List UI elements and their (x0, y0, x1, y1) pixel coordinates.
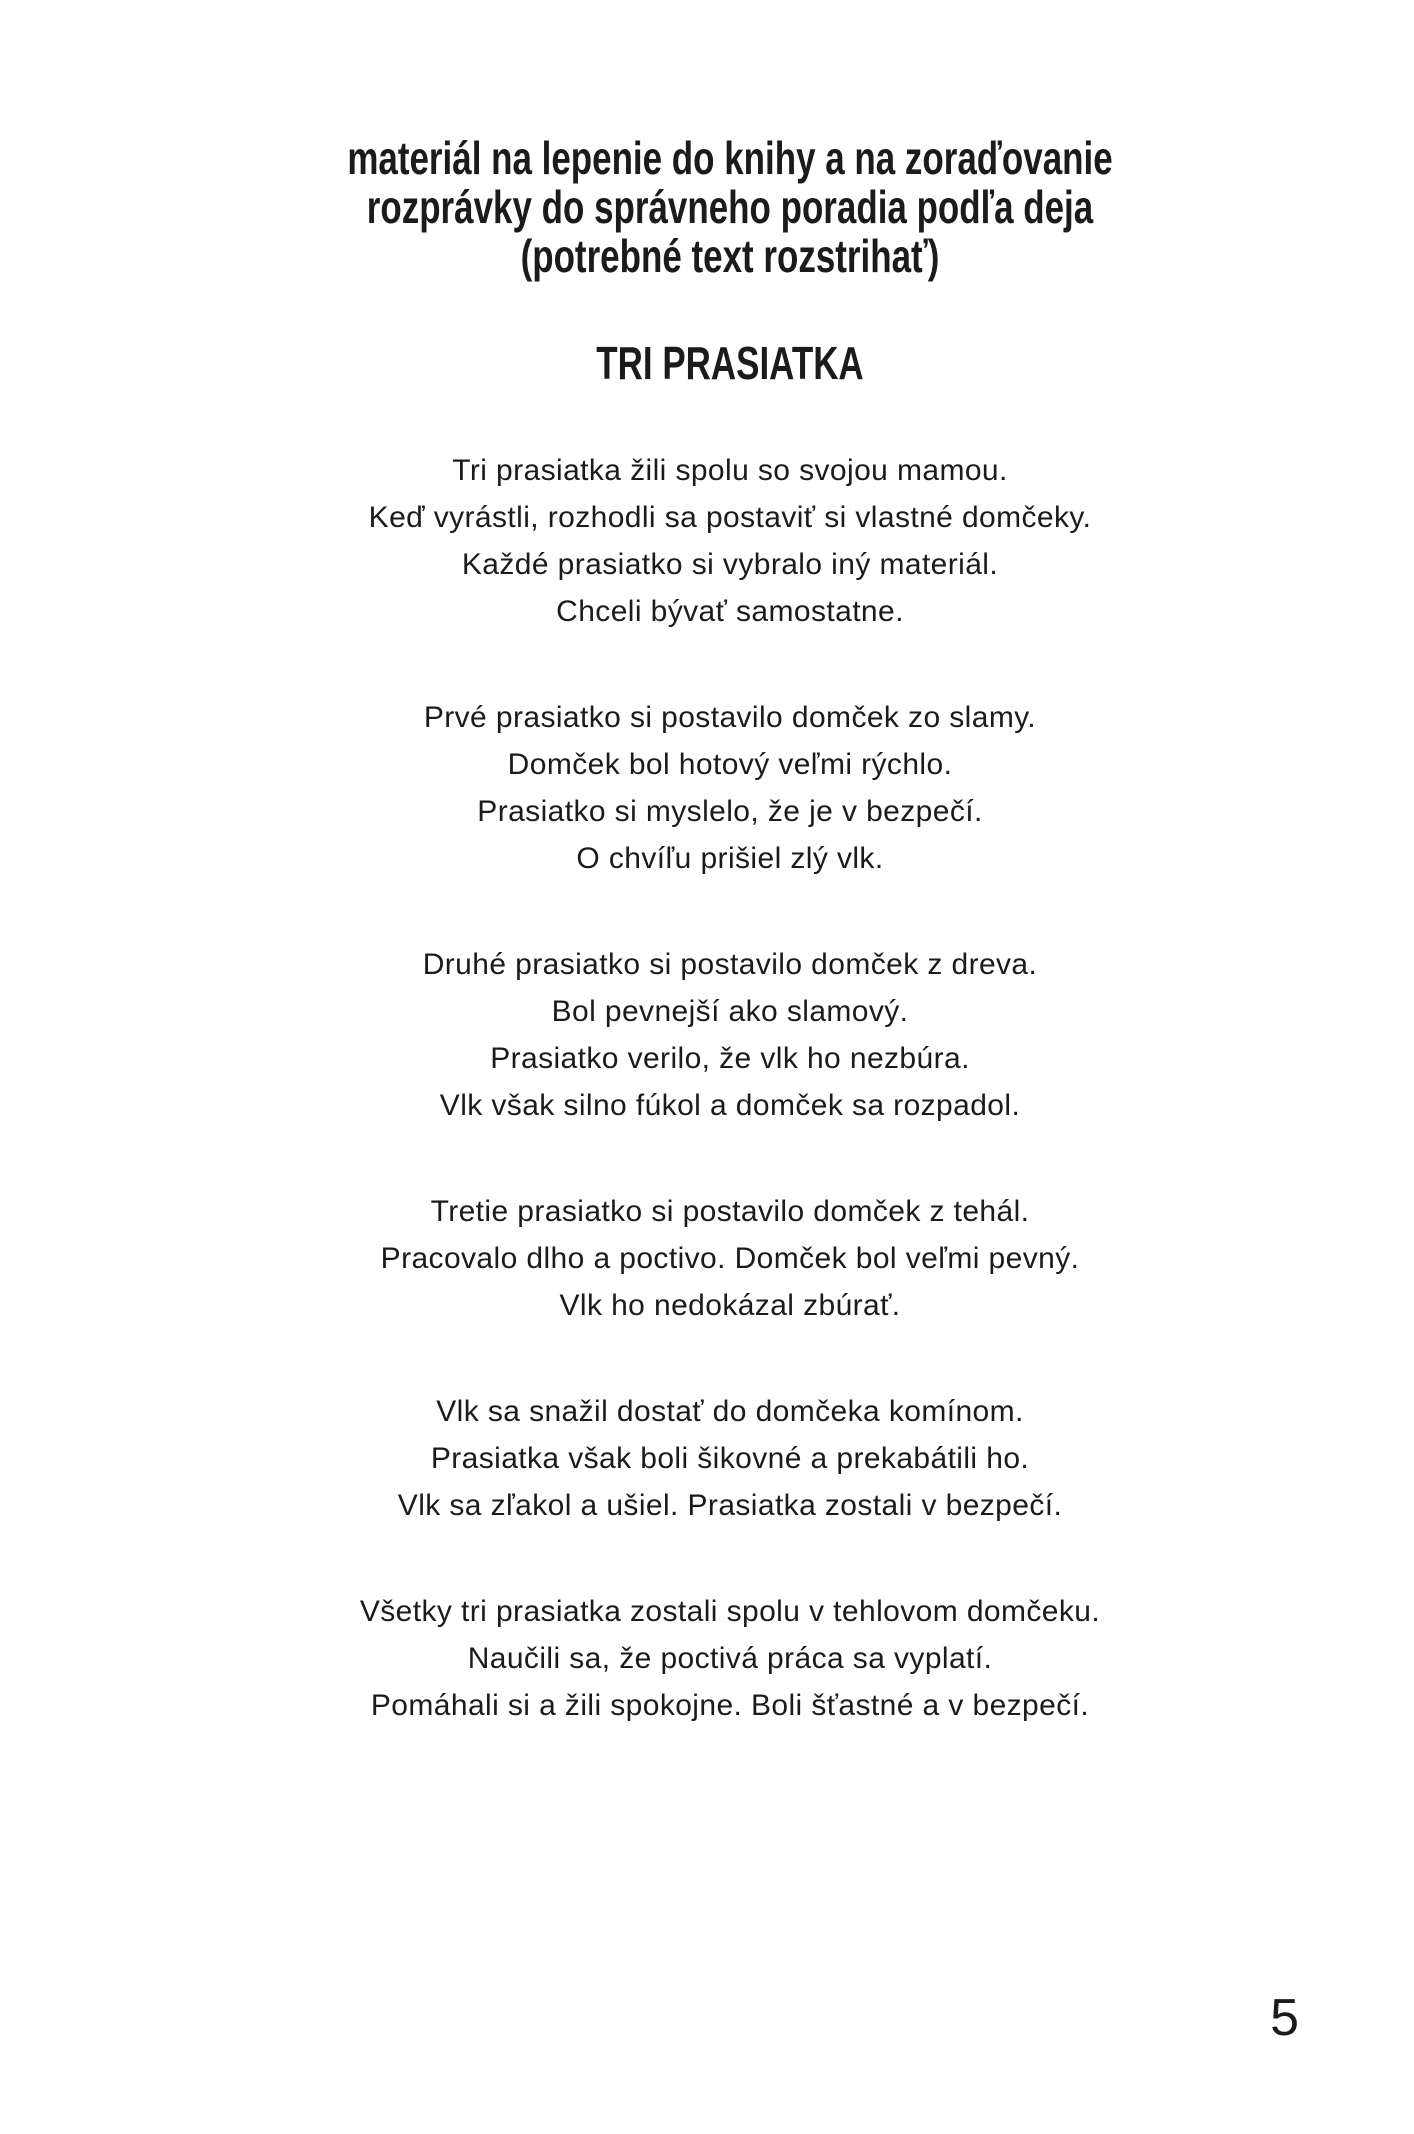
header-line: (potrebné text rozstrihať) (520, 230, 940, 282)
story-line: Domček bol hotový veľmi rýchlo. (507, 748, 953, 781)
story-line: Pracovalo dlho a poctivo. Domček bol veľmi pevný. (380, 1242, 1080, 1275)
header-line: rozprávky do správneho poradia podľa deja (366, 181, 1094, 233)
story-title: TRI PRASIATKA (596, 337, 864, 389)
story-line: Tretie prasiatko si postavilo domček z tehál. (430, 1195, 1030, 1228)
story-line: Naučili sa, že poctivá práca sa vyplatí. (467, 1642, 993, 1675)
story-line: Pomáhali si a žili spokojne. Boli šťastné a v bezpečí. (370, 1689, 1090, 1722)
story-line: Vlk však silno fúkol a domček sa rozpadol. (439, 1089, 1021, 1122)
story-line: Chceli bývať samostatne. (556, 595, 904, 628)
story-line: Keď vyrástli, rozhodli sa postaviť si vlastné domčeky. (368, 501, 1092, 534)
header-line: materiál na lepenie do knihy a na zoraďovanie (347, 132, 1113, 184)
story-line: Prasiatka však boli šikovné a prekabátili ho. (430, 1442, 1030, 1475)
document-page (0, 134, 1414, 1729)
story-line: Vlk sa zľakol a ušiel. Prasiatka zostali v bezpečí. (397, 1489, 1063, 1522)
story-line: Vlk ho nedokázal zbúrať. (559, 1289, 901, 1322)
story-line: Prasiatko si myslelo, že je v bezpečí. (477, 795, 983, 828)
story-line: Všetky tri prasiatka zostali spolu v tehlovom domčeku. (359, 1595, 1101, 1628)
page-number: 5 (1270, 1989, 1299, 2047)
story-line: Každé prasiatko si vybralo iný materiál. (461, 548, 999, 581)
story-text (46, 447, 1414, 1729)
document-header (210, 134, 1250, 281)
story-line: Tri prasiatka žili spolu so svojou mamou. (452, 454, 1008, 487)
story-line: O chvíľu prišiel zlý vlk. (576, 842, 884, 875)
story-line: Bol pevnejší ako slamový. (551, 995, 909, 1028)
story-line: Vlk sa snažil dostať do domčeka komínom. (436, 1395, 1024, 1428)
story-line: Druhé prasiatko si postavilo domček z dreva. (422, 948, 1038, 981)
story-line: Prvé prasiatko si postavilo domček zo slamy. (423, 701, 1037, 734)
story-line: Prasiatko verilo, že vlk ho nezbúra. (490, 1042, 970, 1075)
